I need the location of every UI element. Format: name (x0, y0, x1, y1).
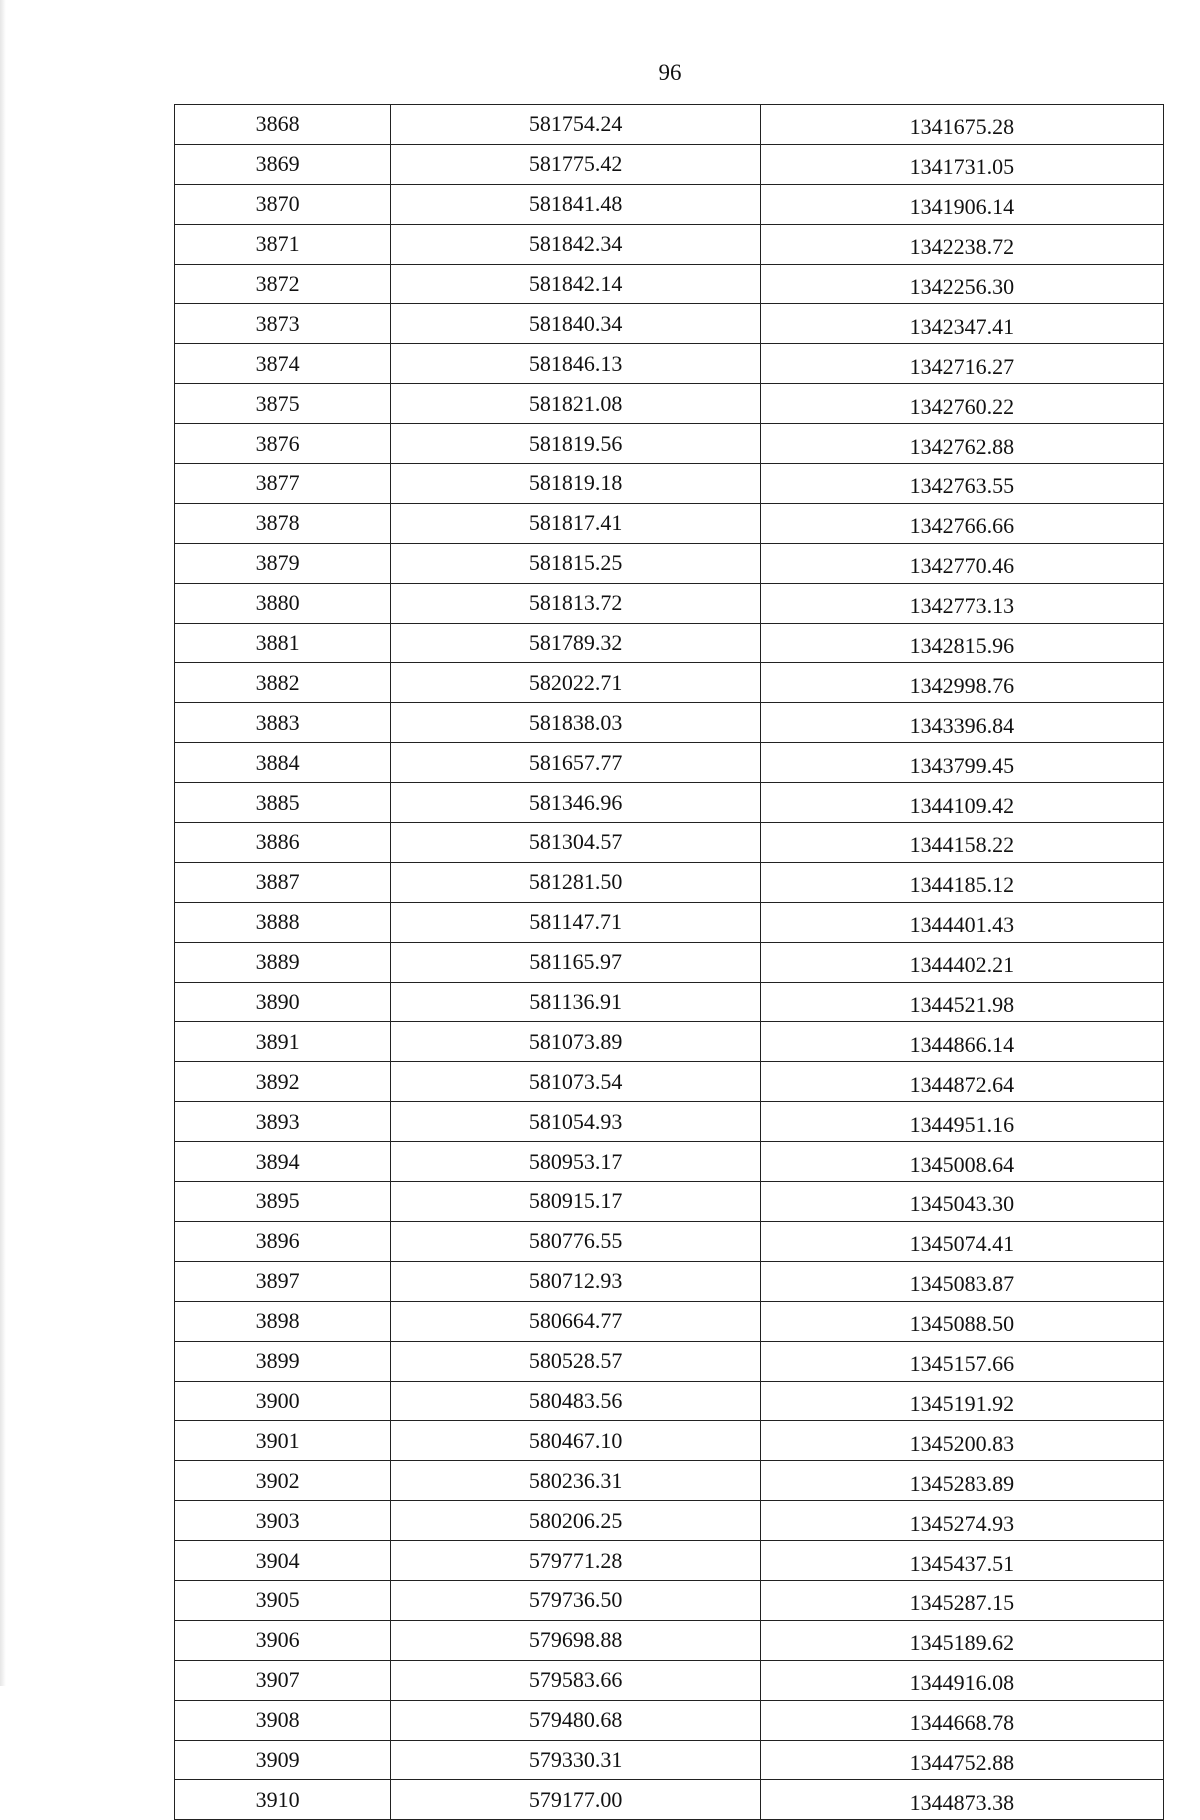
point-number-cell: 3892 (175, 1062, 391, 1102)
point-number-cell: 3904 (175, 1541, 391, 1581)
x-coordinate-cell: 580528.57 (391, 1341, 761, 1381)
point-number-cell: 3872 (175, 264, 391, 304)
table-row (175, 424, 1164, 464)
y-coordinate-cell: 1342238.72 (760, 224, 1163, 264)
table-row (175, 1062, 1164, 1102)
y-coordinate-cell: 1344401.43 (760, 902, 1163, 942)
y-coordinate-cell: 1345074.41 (760, 1221, 1163, 1261)
y-coordinate-cell: 1344866.14 (760, 1022, 1163, 1062)
table-row (175, 384, 1164, 424)
point-number-cell: 3880 (175, 583, 391, 623)
table-row (175, 583, 1164, 623)
x-coordinate-cell: 581842.14 (391, 264, 761, 304)
x-coordinate-cell: 579177.00 (391, 1780, 761, 1820)
table-row (175, 464, 1164, 504)
table-row (175, 1740, 1164, 1780)
x-coordinate-cell: 581815.25 (391, 543, 761, 583)
y-coordinate-cell: 1342760.22 (760, 384, 1163, 424)
x-coordinate-cell: 580915.17 (391, 1182, 761, 1222)
point-number-cell: 3868 (175, 105, 391, 145)
table-row (175, 1022, 1164, 1062)
x-coordinate-cell: 581846.13 (391, 344, 761, 384)
y-coordinate-cell: 1342256.30 (760, 264, 1163, 304)
x-coordinate-cell: 581819.18 (391, 464, 761, 504)
y-coordinate-cell: 1343396.84 (760, 703, 1163, 743)
y-coordinate-cell: 1344872.64 (760, 1062, 1163, 1102)
y-coordinate-cell: 1344109.42 (760, 783, 1163, 823)
x-coordinate-cell: 580236.31 (391, 1461, 761, 1501)
y-coordinate-cell: 1345088.50 (760, 1301, 1163, 1341)
table-row (175, 1142, 1164, 1182)
table-row (175, 1381, 1164, 1421)
y-coordinate-cell: 1345287.15 (760, 1580, 1163, 1620)
point-number-cell: 3907 (175, 1660, 391, 1700)
y-coordinate-cell: 1342763.55 (760, 464, 1163, 504)
y-coordinate-cell: 1345157.66 (760, 1341, 1163, 1381)
x-coordinate-cell: 581813.72 (391, 583, 761, 623)
x-coordinate-cell: 579736.50 (391, 1580, 761, 1620)
x-coordinate-cell: 581657.77 (391, 743, 761, 783)
table-row (175, 184, 1164, 224)
y-coordinate-cell: 1342762.88 (760, 424, 1163, 464)
x-coordinate-cell: 581840.34 (391, 304, 761, 344)
point-number-cell: 3896 (175, 1221, 391, 1261)
x-coordinate-cell: 580953.17 (391, 1142, 761, 1182)
y-coordinate-cell: 1342815.96 (760, 623, 1163, 663)
x-coordinate-cell: 580467.10 (391, 1421, 761, 1461)
point-number-cell: 3869 (175, 144, 391, 184)
table-row (175, 783, 1164, 823)
point-number-cell: 3894 (175, 1142, 391, 1182)
page-number: 96 (658, 60, 682, 85)
x-coordinate-cell: 580206.25 (391, 1501, 761, 1541)
table-row (175, 503, 1164, 543)
point-number-cell: 3878 (175, 503, 391, 543)
point-number-cell: 3902 (175, 1461, 391, 1501)
table-row (175, 105, 1164, 145)
y-coordinate-cell: 1345043.30 (760, 1182, 1163, 1222)
table-row (175, 1660, 1164, 1700)
x-coordinate-cell: 581838.03 (391, 703, 761, 743)
point-number-cell: 3908 (175, 1700, 391, 1740)
x-coordinate-cell: 581136.91 (391, 982, 761, 1022)
y-coordinate-cell: 1342347.41 (760, 304, 1163, 344)
x-coordinate-cell: 581073.54 (391, 1062, 761, 1102)
x-coordinate-cell: 582022.71 (391, 663, 761, 703)
y-coordinate-cell: 1344185.12 (760, 862, 1163, 902)
x-coordinate-cell: 581165.97 (391, 942, 761, 982)
point-number-cell: 3879 (175, 543, 391, 583)
table-row (175, 1421, 1164, 1461)
point-number-cell: 3909 (175, 1740, 391, 1780)
table-row (175, 942, 1164, 982)
table-row (175, 1501, 1164, 1541)
y-coordinate-cell: 1344158.22 (760, 823, 1163, 863)
y-coordinate-cell: 1344752.88 (760, 1740, 1163, 1780)
table-row (175, 1580, 1164, 1620)
point-number-cell: 3888 (175, 902, 391, 942)
point-number-cell: 3875 (175, 384, 391, 424)
y-coordinate-cell: 1344402.21 (760, 942, 1163, 982)
point-number-cell: 3899 (175, 1341, 391, 1381)
x-coordinate-cell: 581842.34 (391, 224, 761, 264)
point-number-cell: 3887 (175, 862, 391, 902)
table-row (175, 224, 1164, 264)
point-number-cell: 3889 (175, 942, 391, 982)
y-coordinate-cell: 1343799.45 (760, 743, 1163, 783)
y-coordinate-cell: 1345008.64 (760, 1142, 1163, 1182)
point-number-cell: 3883 (175, 703, 391, 743)
x-coordinate-cell: 579771.28 (391, 1541, 761, 1581)
x-coordinate-cell: 581821.08 (391, 384, 761, 424)
table-row (175, 304, 1164, 344)
table-row (175, 1341, 1164, 1381)
table-row (175, 982, 1164, 1022)
x-coordinate-cell: 580483.56 (391, 1381, 761, 1421)
table-row (175, 743, 1164, 783)
point-number-cell: 3881 (175, 623, 391, 663)
x-coordinate-cell: 581754.24 (391, 105, 761, 145)
x-coordinate-cell: 579698.88 (391, 1620, 761, 1660)
table-row (175, 543, 1164, 583)
coordinates-table (174, 104, 1164, 1820)
point-number-cell: 3895 (175, 1182, 391, 1222)
point-number-cell: 3893 (175, 1102, 391, 1142)
point-number-cell: 3873 (175, 304, 391, 344)
x-coordinate-cell: 581819.56 (391, 424, 761, 464)
table-row (175, 823, 1164, 863)
point-number-cell: 3876 (175, 424, 391, 464)
point-number-cell: 3870 (175, 184, 391, 224)
y-coordinate-cell: 1342770.46 (760, 543, 1163, 583)
y-coordinate-cell: 1344521.98 (760, 982, 1163, 1022)
y-coordinate-cell: 1345191.92 (760, 1381, 1163, 1421)
table-row (175, 902, 1164, 942)
point-number-cell: 3874 (175, 344, 391, 384)
table-row (175, 1182, 1164, 1222)
table-row (175, 703, 1164, 743)
point-number-cell: 3877 (175, 464, 391, 504)
table-row (175, 1102, 1164, 1142)
point-number-cell: 3884 (175, 743, 391, 783)
point-number-cell: 3891 (175, 1022, 391, 1062)
y-coordinate-cell: 1341675.28 (760, 105, 1163, 145)
x-coordinate-cell: 581304.57 (391, 823, 761, 863)
y-coordinate-cell: 1341731.05 (760, 144, 1163, 184)
x-coordinate-cell: 579480.68 (391, 1700, 761, 1740)
x-coordinate-cell: 581789.32 (391, 623, 761, 663)
table-row (175, 1541, 1164, 1581)
x-coordinate-cell: 581073.89 (391, 1022, 761, 1062)
y-coordinate-cell: 1341906.14 (760, 184, 1163, 224)
y-coordinate-cell: 1345274.93 (760, 1501, 1163, 1541)
y-coordinate-cell: 1344668.78 (760, 1700, 1163, 1740)
point-number-cell: 3903 (175, 1501, 391, 1541)
y-coordinate-cell: 1345083.87 (760, 1261, 1163, 1301)
y-coordinate-cell: 1342998.76 (760, 663, 1163, 703)
x-coordinate-cell: 581775.42 (391, 144, 761, 184)
y-coordinate-cell: 1345189.62 (760, 1620, 1163, 1660)
y-coordinate-cell: 1345437.51 (760, 1541, 1163, 1581)
table-row (175, 623, 1164, 663)
point-number-cell: 3886 (175, 823, 391, 863)
table-row (175, 1461, 1164, 1501)
point-number-cell: 3882 (175, 663, 391, 703)
scan-edge (0, 0, 6, 1686)
point-number-cell: 3897 (175, 1261, 391, 1301)
x-coordinate-cell: 579330.31 (391, 1740, 761, 1780)
x-coordinate-cell: 581841.48 (391, 184, 761, 224)
y-coordinate-cell: 1344873.38 (760, 1780, 1163, 1820)
point-number-cell: 3890 (175, 982, 391, 1022)
y-coordinate-cell: 1345200.83 (760, 1421, 1163, 1461)
x-coordinate-cell: 581346.96 (391, 783, 761, 823)
y-coordinate-cell: 1344916.08 (760, 1660, 1163, 1700)
x-coordinate-cell: 581281.50 (391, 862, 761, 902)
table-row (175, 344, 1164, 384)
point-number-cell: 3901 (175, 1421, 391, 1461)
point-number-cell: 3871 (175, 224, 391, 264)
point-number-cell: 3885 (175, 783, 391, 823)
point-number-cell: 3900 (175, 1381, 391, 1421)
x-coordinate-cell: 580664.77 (391, 1301, 761, 1341)
table-row (175, 144, 1164, 184)
x-coordinate-cell: 580776.55 (391, 1221, 761, 1261)
point-number-cell: 3905 (175, 1580, 391, 1620)
coordinates-table-body (175, 105, 1164, 1820)
x-coordinate-cell: 581817.41 (391, 503, 761, 543)
x-coordinate-cell: 579583.66 (391, 1660, 761, 1700)
x-coordinate-cell: 581147.71 (391, 902, 761, 942)
table-row (175, 663, 1164, 703)
point-number-cell: 3898 (175, 1301, 391, 1341)
y-coordinate-cell: 1342766.66 (760, 503, 1163, 543)
y-coordinate-cell: 1342716.27 (760, 344, 1163, 384)
table-row (175, 1301, 1164, 1341)
y-coordinate-cell: 1344951.16 (760, 1102, 1163, 1142)
table-row (175, 1620, 1164, 1660)
table-row (175, 264, 1164, 304)
table-row (175, 1780, 1164, 1820)
x-coordinate-cell: 581054.93 (391, 1102, 761, 1142)
table-row (175, 1221, 1164, 1261)
table-row (175, 1700, 1164, 1740)
point-number-cell: 3910 (175, 1780, 391, 1820)
point-number-cell: 3906 (175, 1620, 391, 1660)
table-row (175, 862, 1164, 902)
y-coordinate-cell: 1345283.89 (760, 1461, 1163, 1501)
table-row (175, 1261, 1164, 1301)
x-coordinate-cell: 580712.93 (391, 1261, 761, 1301)
y-coordinate-cell: 1342773.13 (760, 583, 1163, 623)
